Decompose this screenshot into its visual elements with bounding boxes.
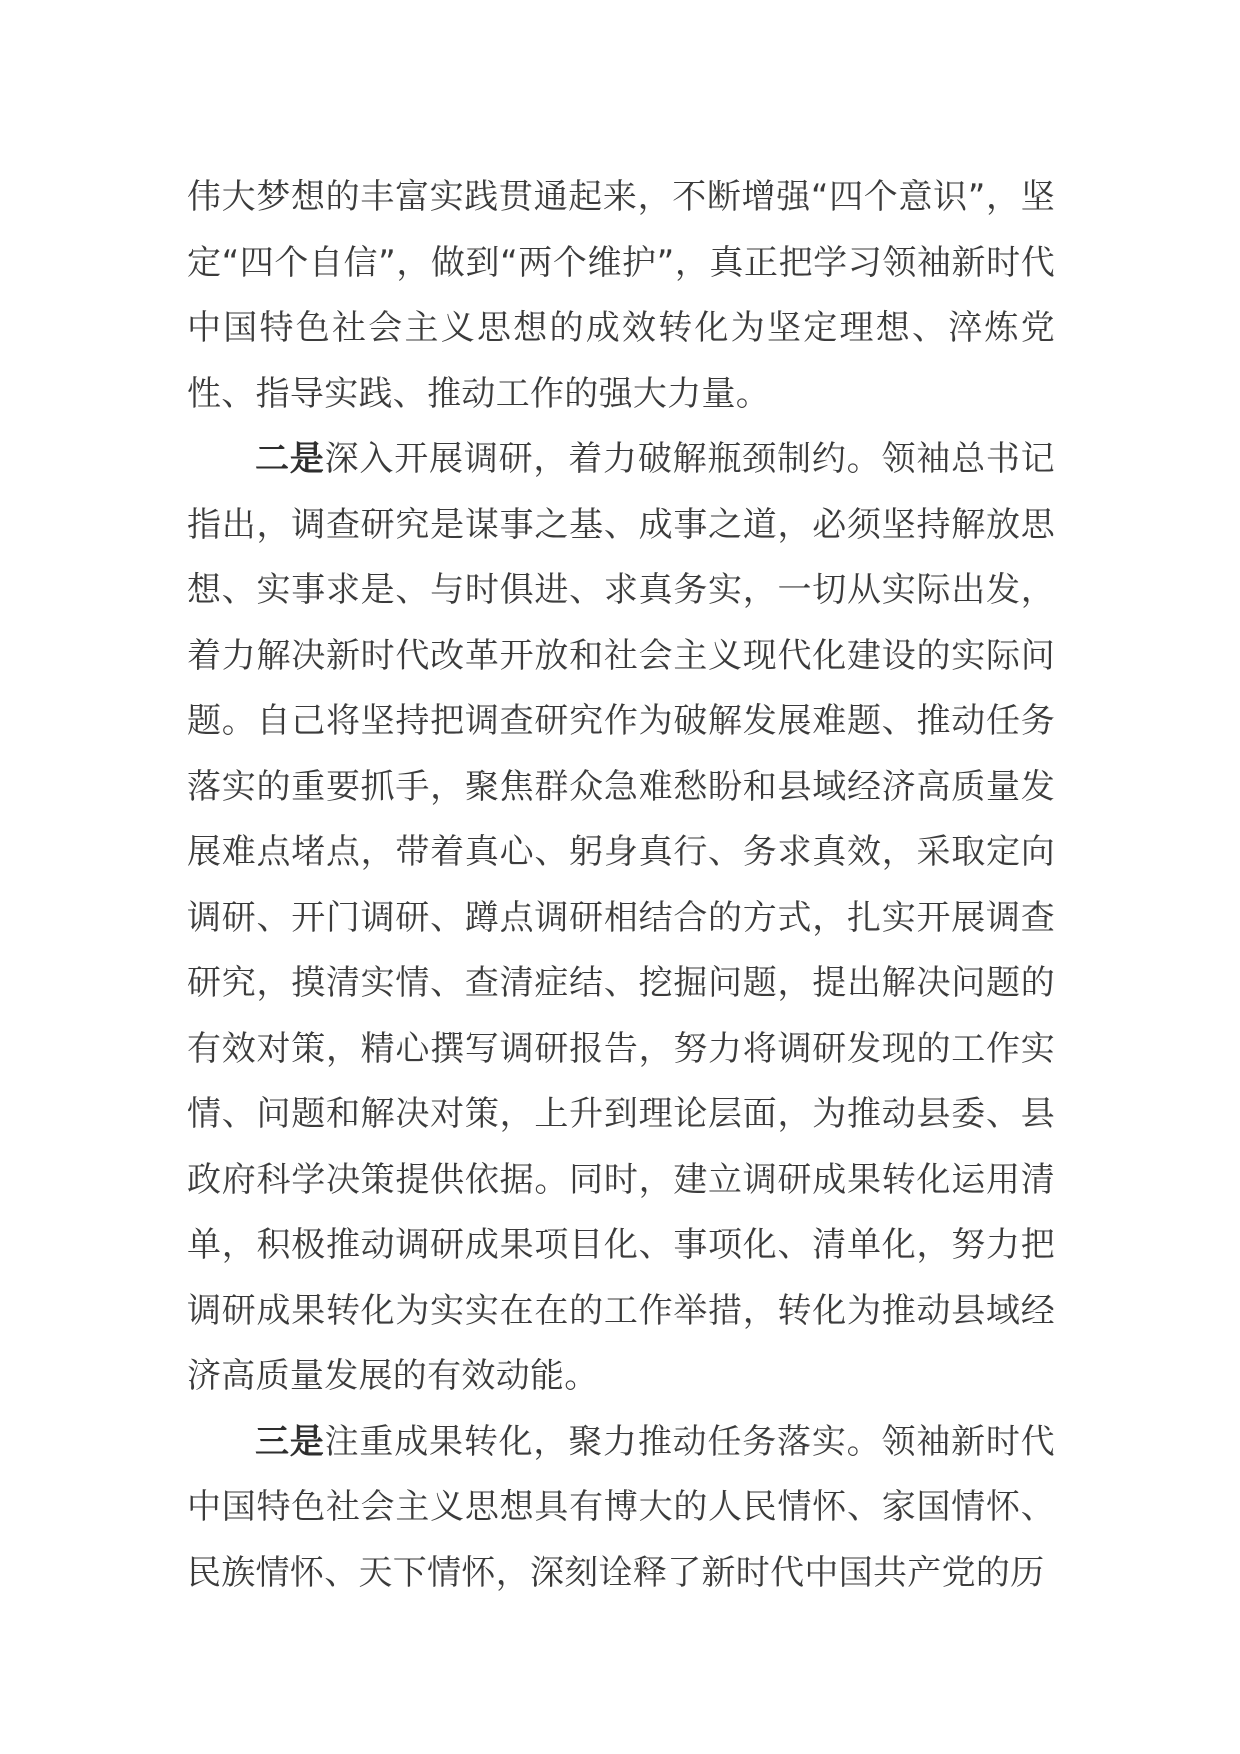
paragraph-lead: 三是 [255,1421,325,1462]
paragraph-continuation [187,165,1055,427]
paragraph-text: 注重成果转化，聚力推动任务落实。领袖新时代中国特色社会主义思想具有博大的人民情怀、家国情怀、民族情怀、天下情怀，深刻诠释了新时代中国共产党的历 [187,1421,1055,1593]
paragraph-text: 伟大梦想的丰富实践贯通起来，不断增强“四个意识”，坚定“四个自信”，做到“两个维护”，真正把学习领袖新时代中国特色社会主义思想的成效转化为坚定理想、淬炼党性、指导实践、推动工作的强大力量。 [187,177,1055,414]
paragraph-lead: 二是 [255,439,325,479]
paragraph-point-two [187,427,1055,1410]
paragraph-point-three [187,1410,1055,1607]
paragraph-text: 深入开展调研，着力破解瓶颈制约。领袖总书记指出，调查研究是谋事之基、成事之道，必须坚持解放思想、实事求是、与时俱进、求真务实，一切从实际出发，着力解决新时代改革开放和社会主义现代化建设的实际问题。自己将坚持把调查研究作为破解发展难题、推动任务落实的重要抓手，聚焦群众急难愁盼和县域经济高质量发展难点堵点，带着真心、躬身真行、务求真效，采取定向调研、开门调研、蹲点调研相结合的方式，扎实开展调查研究，摸清实情、查清症结、挖掘问题，提出解决问题的有效对策，精心撰写调研报告，努力将调研发现的工作实情、问题和解决对策，上升到理论层面，为推动县委、县政府科学决策提供依据。同时，建立调研成果转化运用清单，积极推动调研成果项目化、事项化、清单化，努力把调研成果转化为实实在在的工作举措，转化为推动县域经济高质量发展的有效动能。 [187,439,1055,1396]
document-body [187,165,1055,1606]
